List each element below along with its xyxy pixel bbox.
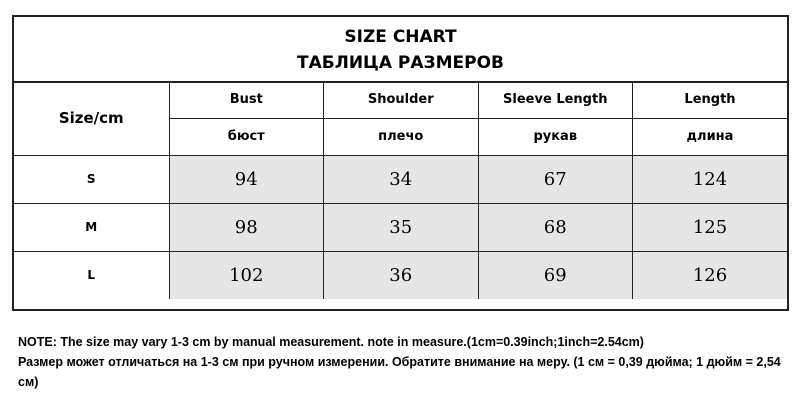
bust-value: 98 — [169, 203, 324, 251]
bust-value: 102 — [169, 251, 324, 299]
column-header-sleeve-length-ru: рукав — [478, 118, 633, 155]
note-russian: Размер может отличаться на 1-3 см при ручном измерении. Обратите внимание на меру. (1 см = 0,39 дюйма; 1 дюйм = 2,54 см) — [18, 355, 781, 389]
column-header-bust-ru: бюст — [169, 118, 324, 155]
size-label: S — [14, 155, 169, 203]
shoulder-value: 35 — [324, 203, 479, 251]
size-chart — [12, 15, 789, 311]
shoulder-value: 34 — [324, 155, 479, 203]
bust-value: 94 — [169, 155, 324, 203]
length-value: 124 — [633, 155, 788, 203]
length-value: 125 — [633, 203, 788, 251]
table-row — [14, 203, 787, 251]
chart-title-block — [14, 17, 787, 83]
size-label: L — [14, 251, 169, 299]
sleeve-length-value: 67 — [478, 155, 633, 203]
length-value: 126 — [633, 251, 788, 299]
header-row-english — [14, 81, 787, 118]
size-table — [14, 81, 787, 299]
column-header-length-ru: длина — [633, 118, 788, 155]
size-corner-header: Size/cm — [14, 81, 169, 155]
table-row — [14, 251, 787, 299]
sleeve-length-value: 68 — [478, 203, 633, 251]
shoulder-value: 36 — [324, 251, 479, 299]
column-header-bust: Bust — [169, 81, 324, 118]
chart-title-english: SIZE CHART — [344, 27, 457, 47]
note-english: NOTE: The size may vary 1-3 cm by manual measurement. note in measure.(1cm=0.39inch;1inch=2.54cm) — [18, 335, 644, 349]
table-row — [14, 155, 787, 203]
column-header-shoulder: Shoulder — [324, 81, 479, 118]
chart-title-russian: ТАБЛИЦА РАЗМЕРОВ — [297, 53, 504, 73]
column-header-length: Length — [633, 81, 788, 118]
column-header-shoulder-ru: плечо — [324, 118, 479, 155]
column-header-sleeve-length: Sleeve Length — [478, 81, 633, 118]
size-label: M — [14, 203, 169, 251]
measurement-note — [18, 332, 794, 392]
sleeve-length-value: 69 — [478, 251, 633, 299]
